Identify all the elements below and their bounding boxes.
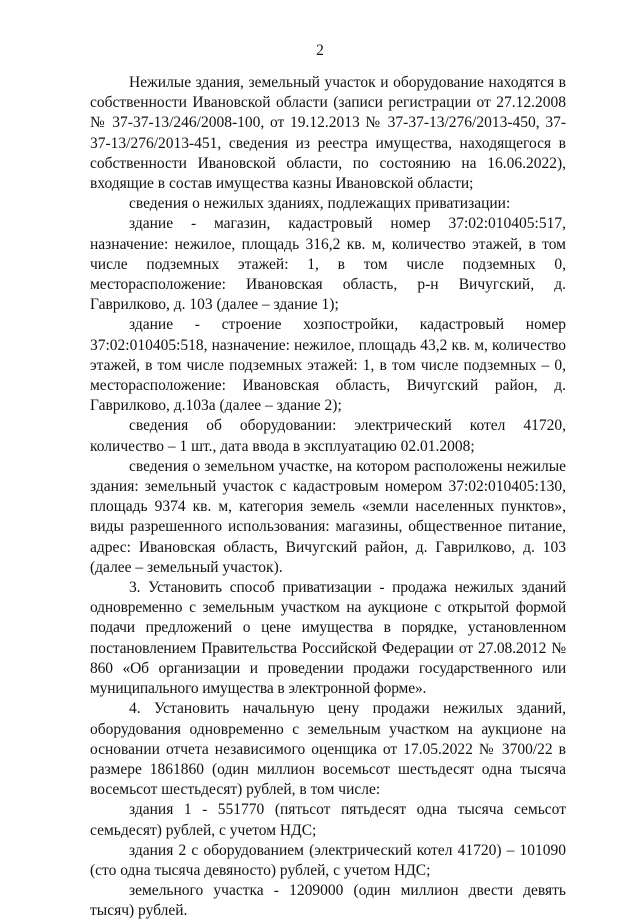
page-number: 2: [316, 42, 324, 59]
paragraph-price-building-2: здания 2 с оборудованием (электрический котел 41720) – 101090 (сто одна тысяча девяносто) рублей, с учетом НДС;: [90, 841, 566, 879]
paragraph-buildings-header: сведения о нежилых зданиях, подлежащих приватизации:: [129, 195, 511, 213]
paragraph-price-building-1: здания 1 - 551770 (пятьсот пятьдесят одна тысяча семьсот семьдесят) рублей, с учетом НДС;: [90, 801, 566, 839]
paragraph-building-2: здание - строение хозпостройки, кадастровый номер 37:02:010405:518, назначение: нежилое, площадь 43,2 кв. м, количество этажей, в том числе подземных этажей: 1, в том числе подземных – 0, месторасположение: Ивановская область, Вичугский район, д. Гаврилково, д.103а (далее – здание 2);: [90, 316, 566, 415]
paragraph-item-3: 3. Установить способ приватизации - продажа нежилых зданий одновременно с земельным участком на аукционе с открытой формой подачи предложений о цене имущества в порядке, установленном постановлением Правительства Российской Федерации от 27.08.2012 № 860 «Об организации и проведении продажи государственного или муниципального имущества в электронной форме».: [90, 579, 566, 698]
paragraph-price-land: земельного участка - 1209000 (один миллион двести девять тысяч) рублей.: [90, 882, 566, 920]
paragraph-land-plot: сведения о земельном участке, на котором расположены нежилые здания: земельный участок с кадастровым номером 37:02:010405:130, площадь 9374 кв. м, категория земель «земли населенных пунктов», виды разрешенного использования: магазины, общественное питание, адрес: Ивановская область, Вичугский район, д. Гаврилково, д. 103 (далее – земельный участок).: [90, 457, 566, 576]
paragraph-item-4: 4. Установить начальную цену продажи нежилых зданий, оборудования одновременно с земельным участком на аукционе на основании отчета независимого оценщика от 17.05.2022 № 3700/22 в размере 1861860 (один миллион восемьсот шестьдесят одна тысяча восемьсот шестьдесят) рублей, в том числе:: [90, 700, 566, 799]
document-body: [90, 73, 566, 922]
paragraph-ownership: Нежилые здания, земельный участок и оборудование находятся в собственности Ивановской области (записи регистрации от 27.12.2008 № 37-37-13/246/2008-100, от 19.12.2013 № 37-37-13/276/2013-450, 37-37-13/276/2013-451, сведения из реестра имущества, находящегося в собственности Ивановской области, по состоянию на 16.06.2022), входящие в состав имущества казны Ивановской области;: [90, 74, 566, 193]
paragraph-building-1: здание - магазин, кадастровый номер 37:02:010405:517, назначение: нежилое, площадь 316,2 кв. м, количество этажей, в том числе подземных этажей: 1, в том числе подземных 0, месторасположение: Ивановская область, р-н Вичугский, д. Гаврилково, д. 103 (далее – здание 1);: [90, 215, 566, 314]
paragraph-equipment: сведения об оборудовании: электрический котел 41720, количество – 1 шт., дата ввода в эксплуатацию 02.01.2008;: [90, 417, 566, 455]
